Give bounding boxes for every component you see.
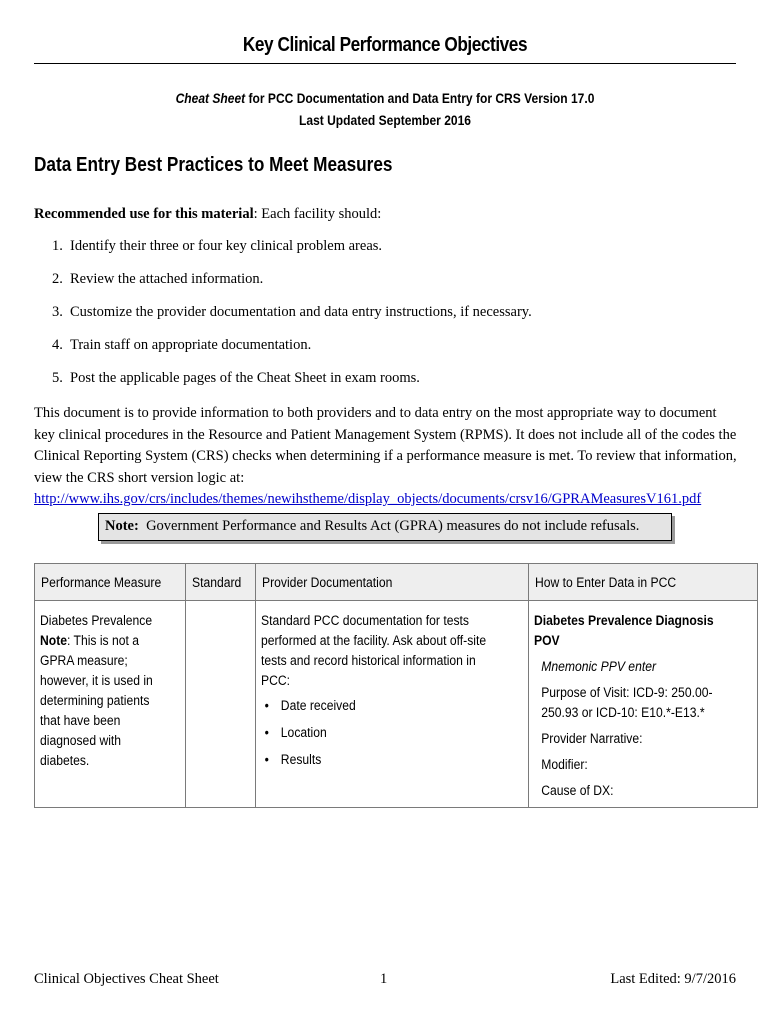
list-item [261, 750, 497, 777]
subtitle-italic: Cheat Sheet [175, 90, 246, 106]
provider-bullets [261, 696, 497, 777]
cell-standard [186, 601, 256, 808]
list-text: Train staff on appropriate documentation. [70, 337, 312, 353]
cell-provider-documentation [256, 601, 529, 808]
list-item [261, 723, 497, 750]
header-standard: Standard [186, 564, 256, 601]
howto-purpose: Purpose of Visit: ICD-9: 250.00-250.93 or ICD-10: E10.*-E13.* [541, 685, 713, 720]
bullet-text: Date received [280, 698, 356, 713]
list-number: 5. [52, 370, 63, 386]
last-updated: Last Updated September 2016 [299, 112, 471, 128]
intro-paragraph [34, 403, 740, 511]
paragraph-text: This document is to provide information to both providers and to data entry on the most appropriate way to document key clinical procedures in the Resource and Patient Management System (RPMS). It does not include all of the codes the Clinical Reporting System (CRS) checks when determining if a performance measure is met. To review that information, view the CRS short version logic at: [34, 405, 737, 486]
table-header-row [35, 564, 758, 601]
title-divider [34, 63, 736, 64]
document-subtitle [54, 87, 716, 131]
note-label: Note: [105, 518, 139, 534]
bullet-icon: • [264, 752, 269, 767]
note-text: Government Performance and Results Act (GPRA) measures do not include refusals. [146, 518, 640, 534]
note-box [98, 513, 672, 541]
measure-note [40, 631, 166, 771]
bullet-text: Results [280, 752, 322, 767]
list-number: 2. [52, 271, 63, 287]
footer-edited: Last Edited: 9/7/2016 [610, 971, 736, 987]
howto-cause: Cause of DX: [541, 783, 614, 798]
provider-text: Standard PCC documentation for tests performed at the facility. Ask about off-site tests and record historical information in PCC: [261, 613, 487, 688]
list-number: 1. [52, 238, 63, 254]
header-performance-measure: Performance Measure [35, 564, 186, 601]
measures-table [34, 563, 758, 808]
list-text: Identify their three or four key clinical problem areas. [70, 238, 383, 254]
list-number: 3. [52, 304, 63, 320]
list-item [52, 271, 532, 304]
measure-note-label: Note [40, 633, 67, 648]
bullet-icon: • [264, 698, 269, 713]
document-title: Key Clinical Performance Objectives [242, 34, 528, 56]
cell-measure [35, 601, 186, 808]
list-item [52, 337, 532, 370]
list-item [261, 696, 497, 723]
steps-list [52, 238, 532, 403]
subtitle-line [54, 87, 716, 109]
howto-narrative: Provider Narrative: [541, 731, 643, 746]
list-item [52, 304, 532, 337]
crs-logic-link[interactable]: http://www.ihs.gov/crs/includes/themes/newihstheme/display_objects/documents/crsv16/GPRAMeasuresV161.pdf [34, 491, 702, 507]
cell-how-to-enter [529, 601, 758, 808]
page-number: 1 [380, 971, 388, 987]
section-heading: Data Entry Best Practices to Meet Measures [34, 154, 393, 176]
howto-modifier: Modifier: [541, 757, 588, 772]
footer-title: Clinical Objectives Cheat Sheet [34, 971, 219, 987]
list-item [52, 370, 532, 403]
measure-name: Diabetes Prevalence [40, 613, 153, 628]
howto-heading: Diabetes Prevalence Diagnosis POV [534, 613, 714, 648]
bullet-text: Location [280, 725, 327, 740]
list-text: Post the applicable pages of the Cheat Sheet in exam rooms. [70, 370, 420, 386]
subtitle-rest: for PCC Documentation and Data Entry for CRS Version 17.0 [245, 90, 595, 106]
intro-bold: Recommended use for this material [34, 206, 254, 222]
header-how-to-enter: How to Enter Data in PCC [529, 564, 758, 601]
header-provider-documentation: Provider Documentation [256, 564, 529, 601]
list-number: 4. [52, 337, 63, 353]
intro-line [34, 206, 381, 223]
intro-rest: : Each facility should: [253, 206, 382, 222]
measure-note-text: : This is not a GPRA measure; however, it is used in determining patients that have been diagnosed with diabetes. [40, 633, 153, 768]
list-text: Review the attached information. [70, 271, 264, 287]
table-row [35, 601, 758, 808]
list-item [52, 238, 532, 271]
list-text: Customize the provider documentation and data entry instructions, if necessary. [70, 304, 532, 320]
howto-mnemonic: Mnemonic PPV enter [541, 659, 657, 674]
bullet-icon: • [264, 725, 269, 740]
